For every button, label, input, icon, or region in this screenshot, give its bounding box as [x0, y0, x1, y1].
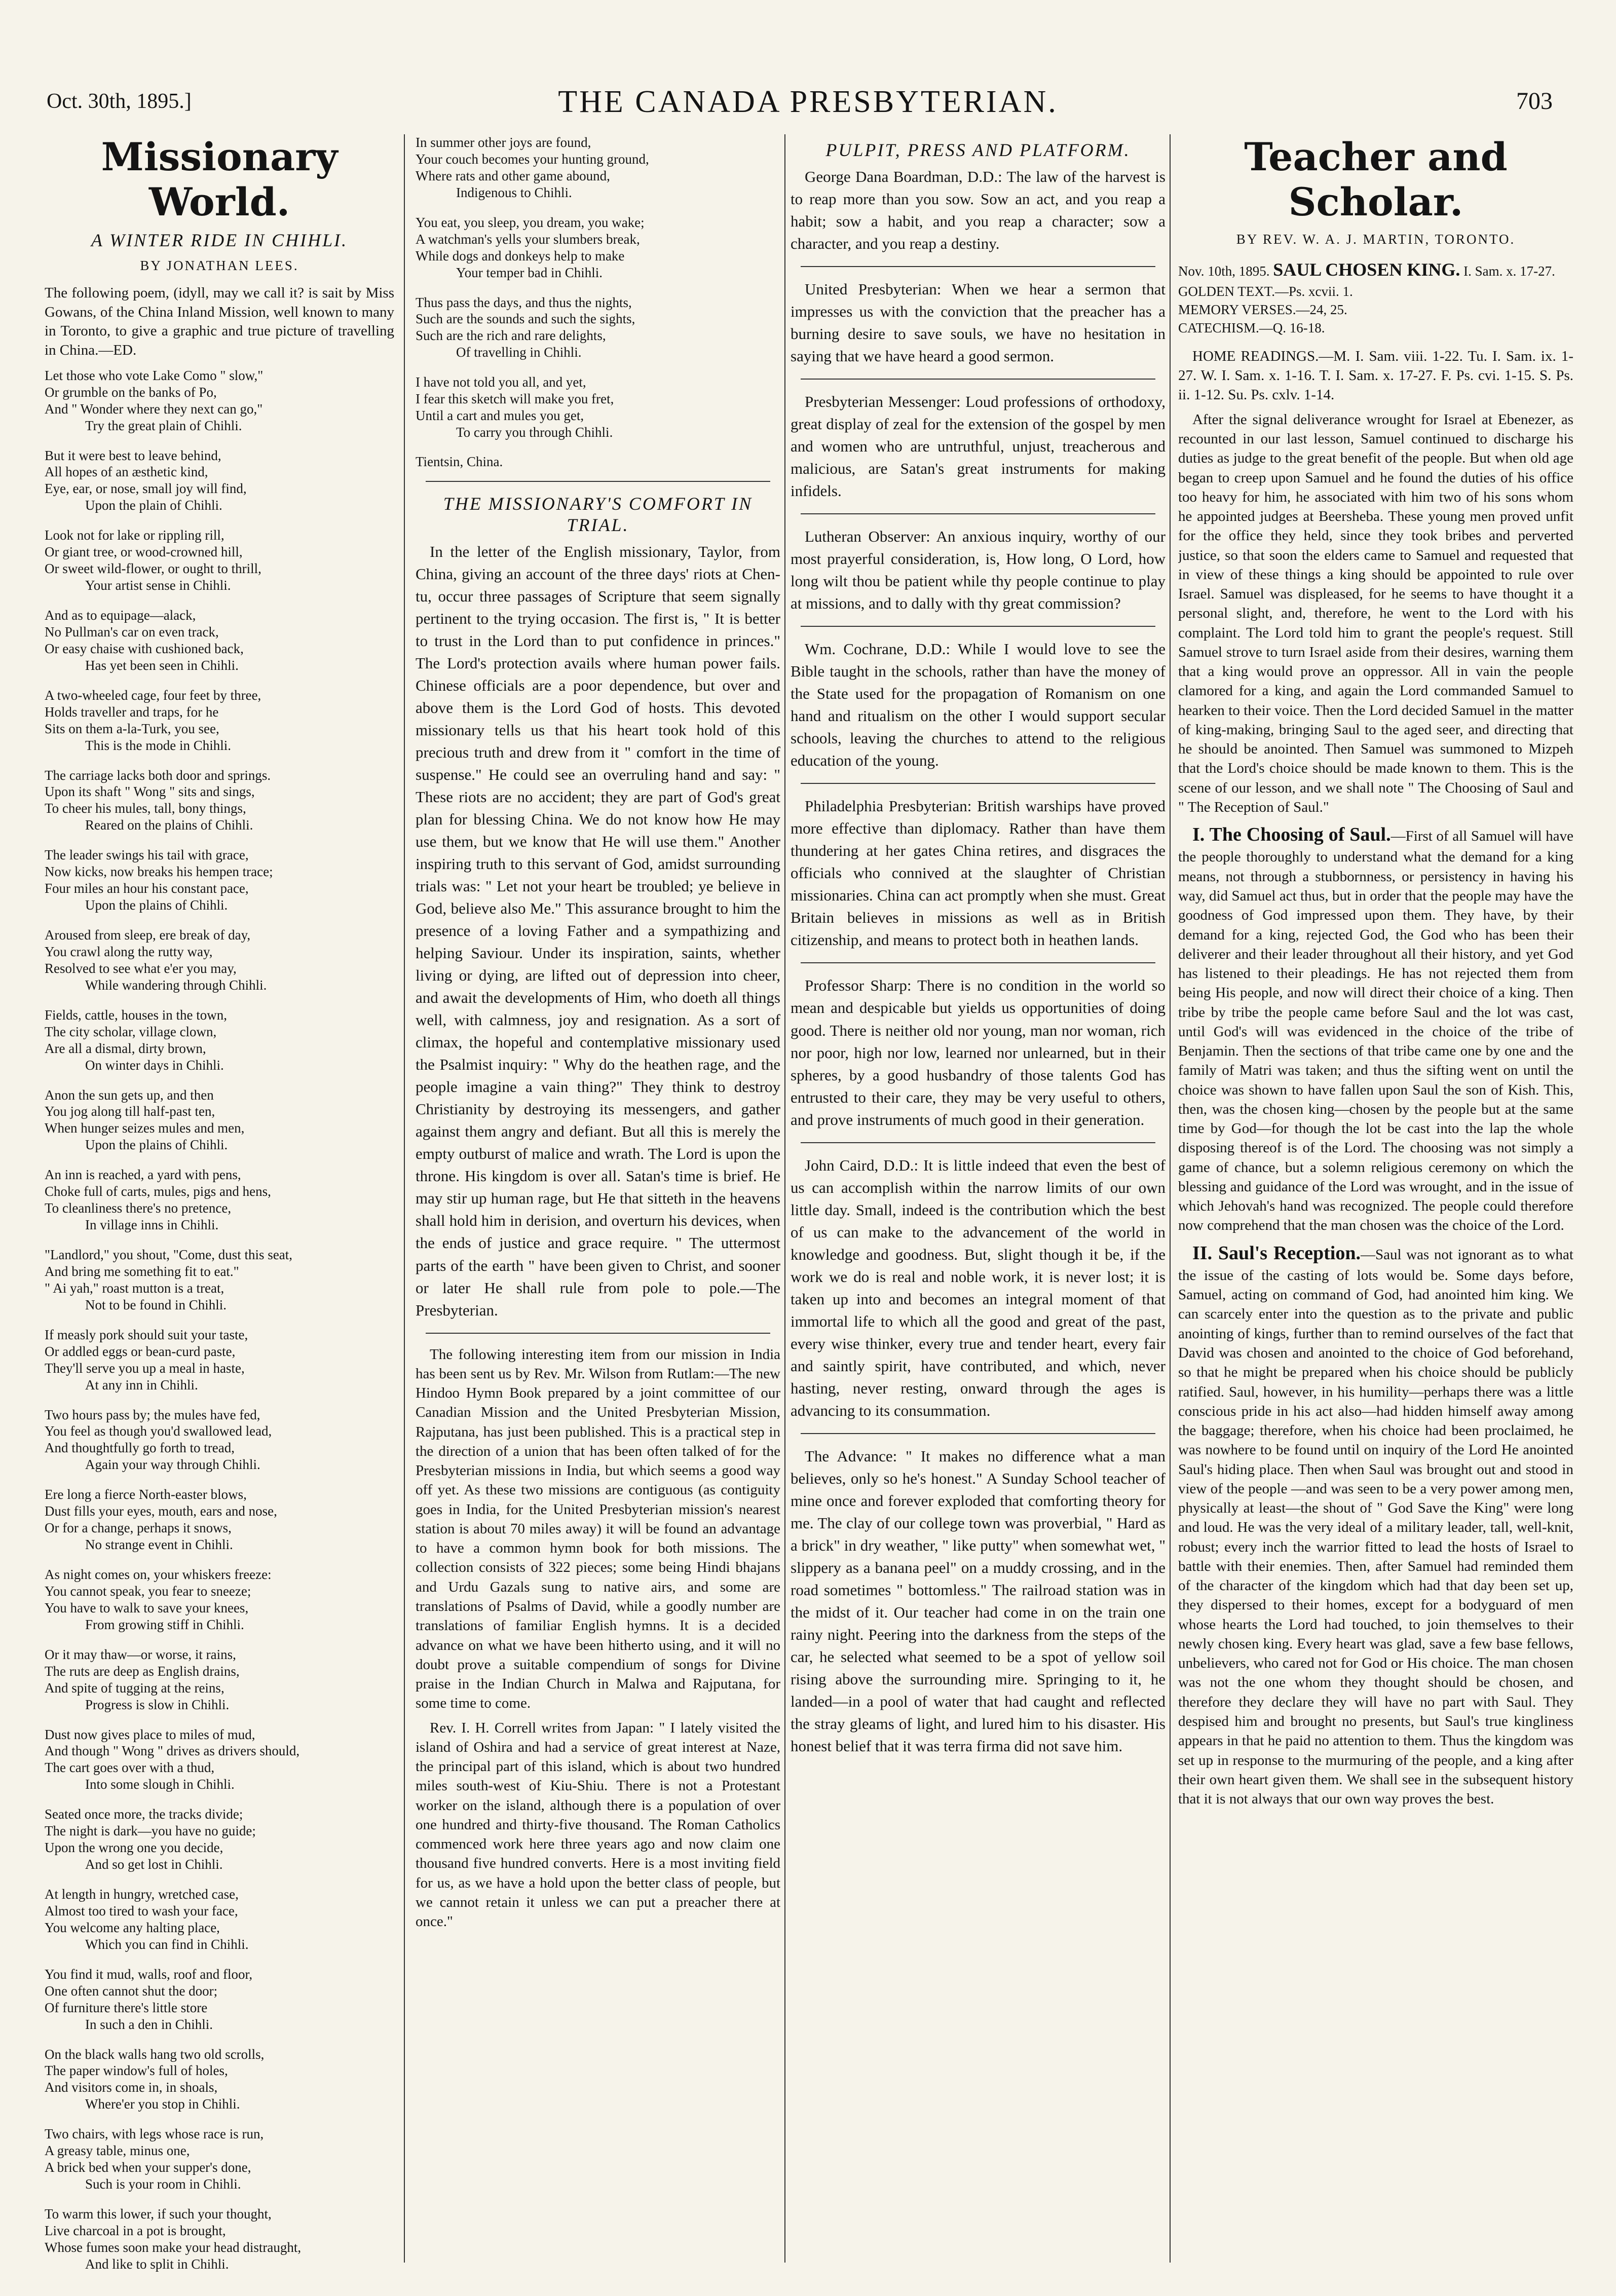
verse-line: Upon the plains of Chihli. — [85, 897, 228, 913]
verse-line: Not to be found in Chihli. — [85, 1297, 227, 1312]
section-masthead-missionary: Missionary World. — [101, 134, 338, 224]
verse-line: To carry you through Chihli. — [456, 425, 613, 440]
verse-line: Upon the plains of Chihli. — [85, 1137, 228, 1153]
stanza — [45, 367, 394, 434]
section-body: —Saul was not ignorant as to what the issue of the casting of lots would be. Some days before, Samuel, acting on command of God, had anointed him king. We can scarcely enter into the question as to the private and public anointing of kings, further than to remind ourselves of the fact that David was chosen and anointed to the choice of God beforehand, so that he might be prepared when his choice should be publicly ratified. Saul, however, in his humility—perhaps there was a little conscious pride in his act also—had hidden himself away among the baggage; therefore, when his choice had been proclaimed, he was nowhere to be found until on inquiry of the Lord He anointed Saul's hiding place. Then when Saul was brought out and stood in view of the people —and was seen to be a very power among men, physically at least—the shout of " God Save the King" were long and loud. He was the very ideal of a military leader, tall, well-knit, robust; every inch the warrior fitted to lead the hosts of Israel to battle with their enemies. Then, after Samuel had reminded them of the character of the kingdom which had that day been set up, they dispersed to their homes, except for a bodyguard of men whose hearts the Lord had touched, to join themselves to their newly chosen king. Every heart was glad, save a few base fellows, unbelievers, who cared not for God or His choice. The man chosen was not the one whom they thought should be chosen, and therefore they declare they will have no part with Saul. They despised him and brought no presents, but Saul's true kingliness appears in that he paid no attention to them. Thus the kingdom was set up in response to the murmuring of the people, and a king after their own heart given them. We shall see in the subsequent history that it is not always that our own way proves the best. — [1178, 1246, 1573, 1808]
verse-line: Now kicks, now breaks his hempen trace; — [45, 864, 273, 880]
byline: BY REV. W. A. J. MARTIN, TORONTO. — [1236, 232, 1516, 247]
quote-item: Wm. Cochrane, D.D.: While I would love to see the Bible taught in the schools, rather than have the money of the State used for the propagation of Romanism on one hand and ritualism on the other I would support secular schools, leaving the churches to attend to the religious education of the young. — [791, 640, 1166, 770]
stanza — [45, 607, 394, 674]
verse-line: And like to split in Chihli. — [85, 2256, 229, 2272]
column-missionary-world — [45, 134, 394, 2283]
lesson-header — [1178, 257, 1573, 337]
verse-line: The city scholar, village clown, — [45, 1024, 217, 1039]
verse-line: While wandering through Chihli. — [85, 977, 267, 993]
issue-date: Oct. 30th, 1895.] — [47, 90, 192, 113]
verse-line: Ere long a fierce North-easter blows, — [45, 1487, 247, 1502]
byline: BY JONATHAN LEES. — [140, 258, 299, 273]
section-masthead-teacher: Teacher and Scholar. — [1244, 134, 1508, 224]
quote-item: The Advance: " It makes no difference what a man believes, only so he's honest." A Sunday School teacher of mine once and forever exploded that comforting theory for me. The clay of our college town was proverbial, " Hard as a brick" in dry weather, " like putty" when somewhat wet, " slippery as a banana peel" on a muddy crossing, and in the road sometimes " bottomless." The railroad station was in the midst of it. Our teacher had come in on the train one rainy night. Peering into the darkness from the steps of the car, he selected what seemed to be a spot of yellow soil rising above the surrounding mire. Springing to it, he landed—in a pool of water that had caught and reflected the stray gleams of light, and lured him to his disaster. His honest belief that it was terra firma did not save him. — [791, 1447, 1166, 1755]
verse-line: And as to equipage—alack, — [45, 608, 196, 623]
memory-verses: MEMORY VERSES.—24, 25. — [1178, 302, 1347, 318]
article-title: A WINTER RIDE IN CHIHLI. — [91, 230, 348, 250]
verse-line: On the black walls hang two old scrolls, — [45, 2046, 265, 2062]
divider — [801, 962, 1155, 963]
verse-line: At length in hungry, wretched case, — [45, 1887, 239, 1902]
section-heading: I. The Choosing of Saul. — [1192, 824, 1391, 846]
quote-item: George Dana Boardman, D.D.: The law of the harvest is to reap more than you sow. Sow an act, and you reap a habit; sow a habit, and you reap a character; sow a character, and you reap a destiny. — [791, 168, 1166, 253]
column-rule — [404, 134, 405, 2263]
verse-line: You eat, you sleep, you dream, you wake; — [416, 214, 645, 230]
verse-line: No Pullman's car on even track, — [45, 624, 219, 639]
verse-line: In such a den in Chihli. — [85, 2016, 213, 2032]
verse-line: One often cannot shut the door; — [45, 1983, 218, 1999]
verse-line: The leader swings his tail with grace, — [45, 847, 249, 863]
verse-line: You have to walk to save your knees, — [45, 1600, 249, 1615]
verse-line: Your artist sense in Chihli. — [85, 578, 231, 593]
verse-line: Fields, cattle, houses in the town, — [45, 1007, 227, 1023]
column-pulpit — [791, 134, 1166, 2283]
verse-line: To cheer his mules, tall, bony things, — [45, 801, 246, 816]
verse-line: Or giant tree, or wood-crowned hill, — [45, 544, 243, 560]
verse-line: A two-wheeled cage, four feet by three, — [45, 687, 261, 703]
verse-line: Dust fills your eyes, mouth, ears and nose, — [45, 1503, 277, 1519]
verse-line: This is the mode in Chihli. — [85, 737, 231, 753]
verse-line: Try the great plain of Chihli. — [85, 418, 242, 433]
divider — [426, 481, 770, 482]
column-rule — [784, 134, 785, 2263]
quote-item: John Caird, D.D.: It is little indeed that even the best of us can accomplish within the narrow limits of our own little day. Small, indeed is the contribution which the best of us can make to the advancement of the world in knowledge and goodness. But, slight though it be, if the work we do is real and noble work, it is never lost; it is taken up into and becomes an integral moment of that immortal life to which all the good and great of the past, every wise thinker, every true and tender heart, every fair and saintly spirit, have contributed, and which, never hasting, never resting, onward through the ages is advancing to its consummation. — [791, 1156, 1166, 1419]
article-body: In the letter of the English missionary, Taylor, from China, giving an account of the three days' riots at Chen-tu, occur three passages of Scripture that seem signally pertinent to the trying occasion. The first is, " It is better to trust in the Lord than to put confidence in princes." The Lord's protection avails where human power fails. Chinese officials are a poor dependence, but over and above them is the Lord God of hosts. This devoted missionary tells us that his heart took hold of this precious truth and drew from it " comfort in the time of suspense." He could see an overruling hand and say: " These riots are no accident; they are part of God's great plan for blessing China. We do not know how He may use them, but we know that He will use them." Another inspiring truth to this servant of God, amidst surrounding trials was: " Let not your heart be troubled; ye believe in God, believe also Me." This assurance brought to him the presence of a loving Father and a sympathizing and helping Saviour. Under its inspiration, saints, whether living or dying, are lifted out of depression into cheer, and await the developments of Him, who doeth all things well, with calmness, joy and resignation. As a sort of climax, the hopeful and contemplative missionary used the Psalmist inquiry: " Why do the heathen rage, and the people imagine a vain thing?" They think to destroy Christianity by destroying its messengers, and gather against them angry and defiant. But all this is merely the empty outburst of malice and wrath. The Lord is upon the throne. His kingdom is over all. Satan's time is brief. He may stir up human rage, but He that sitteth in the heavens shall hold him in derision, and overturn his devices, when the ends of justice and grace require. " The uttermost parts of the earth " have been given to Christ, and sooner or later He shall rule from pole to pole.—The Presbyterian. — [416, 543, 780, 1319]
lesson-date: Nov. 10th, 1895. — [1178, 264, 1270, 279]
verse-line: Or it may thaw—or worse, it rains, — [45, 1646, 236, 1662]
lesson-title: SAUL CHOSEN KING. — [1273, 259, 1460, 280]
verse-line: Reared on the plains of Chihli. — [85, 817, 253, 833]
news-paragraph: The following interesting item from our mission in India has been sent us by Rev. Mr. Wilson from Rutlam:—The new Hindoo Hymn Book prepared by a joint committee of our Canadian Mission and the United Presbyterian Mission, Rajputana, has just been published. This is a practical step in the direction of a union that has been often talked of for the Presbyterian missions in India, but which seems a good way off yet. As these two missions are contiguous (as contiguity goes in India, for the United Presbyterian mission's nearest station is about 70 miles away) it will be found an advantage to have a common hymn book for both missions. The collection consists of 322 pieces; some being Hindi bhajans and Urdu Gazals sung to native airs, and some are translations of Psalms of David, while a goodly number are translations of familiar English hymns. It is a decided advance on what we have been hitherto using, and it will no doubt prove a suitable compendium of songs for Divine praise in the Indian Church in Malwa and Rajputana, for some time to come. — [416, 1346, 780, 1712]
divider — [801, 1433, 1155, 1434]
stanza — [45, 687, 394, 754]
verse-line: Or easy chaise with cushioned back, — [45, 641, 244, 656]
verse-line: Which you can find in Chihli. — [85, 1936, 249, 1952]
stanza — [45, 1407, 394, 1474]
verse-line: When hunger seizes mules and men, — [45, 1120, 245, 1136]
stanza — [45, 847, 394, 914]
verse-line: You welcome any halting place, — [45, 1919, 220, 1935]
verse-line: At any inn in Chihli. — [85, 1377, 198, 1392]
divider — [801, 266, 1155, 267]
verse-line: Your temper bad in Chihli. — [456, 265, 603, 280]
stanza — [45, 2206, 394, 2273]
stanza — [45, 2046, 394, 2113]
quote-item: Professor Sharp: There is no condition in the world so mean and despicable but yields us opportunities of doing good. There is neither old nor young, man nor woman, rich nor poor, high nor low, learned nor unlearned, but in their spheres, by a good husbandry of those talents God has entrusted to their care, they may be very useful to others, and prove instruments of much good in their generation. — [791, 976, 1166, 1128]
stanza — [45, 1166, 394, 1233]
verse-line: The night is dark—you have no guide; — [45, 1823, 256, 1839]
stanza — [416, 214, 780, 281]
verse-line: Or addled eggs or bean-curd paste, — [45, 1343, 236, 1359]
stanza — [45, 1327, 394, 1394]
lesson-ref: I. Sam. x. 17-27. — [1463, 264, 1555, 279]
divider — [426, 1333, 770, 1334]
verse-line: On winter days in Chihli. — [85, 1057, 224, 1073]
stanza — [45, 1646, 394, 1713]
verse-line: But it were best to leave behind, — [45, 447, 221, 463]
verse-line: In village inns in Chihli. — [85, 1217, 219, 1233]
verse-line: And thoughtfully go forth to tread, — [45, 1440, 235, 1456]
verse-line: You jog along till half-past ten, — [45, 1104, 215, 1119]
verse-line: The carriage lacks both door and springs. — [45, 767, 271, 783]
verse-line: Where'er you stop in Chihli. — [85, 2096, 240, 2112]
stanza — [45, 527, 394, 594]
verse-line: Eye, ear, or nose, small joy will find, — [45, 481, 247, 497]
stanza — [45, 447, 394, 514]
verse-line: Progress is slow in Chihli. — [85, 1697, 230, 1712]
newspaper-title: THE CANADA PRESBYTERIAN. — [558, 85, 1058, 119]
stanza — [45, 2126, 394, 2193]
verse-line: Your couch becomes your hunting ground, — [416, 151, 649, 167]
catechism: CATECHISM.—Q. 16-18. — [1178, 320, 1325, 336]
verse-line: You find it mud, walls, roof and floor, — [45, 1966, 253, 1982]
stanza — [45, 767, 394, 834]
verse-line: Or grumble on the banks of Po, — [45, 384, 217, 400]
home-readings: HOME READINGS.—M. I. Sam. viii. 1-22. Tu. I. Sam. ix. 1-27. W. I. Sam. x. 1-16. T. I. Sam. x. 17-27. F. Ps. cvi. 1-15. S. Ps. ii. 1-12. Su. Ps. cxlv. 1-14. — [1178, 348, 1573, 403]
verse-line: Upon the plain of Chihli. — [85, 498, 222, 513]
poem-continued — [416, 134, 780, 441]
verse-line: You crawl along the rutty way, — [45, 944, 213, 959]
stanza — [416, 374, 780, 441]
verse-line: Of furniture there's little store — [45, 2000, 208, 2015]
verse-line: Of travelling in Chihli. — [456, 345, 582, 360]
verse-line: A watchman's yells your slumbers break, — [416, 231, 640, 247]
quote-item: United Presbyterian: When we hear a sermon that impresses us with the conviction that the preacher has a burning desire to save souls, we have no hesitation in saying that we have heard a good sermon. — [791, 280, 1166, 365]
stanza — [45, 1806, 394, 1873]
verse-line: And spite of tugging at the reins, — [45, 1680, 224, 1696]
verse-line: And visitors come in, in shoals, — [45, 2080, 218, 2095]
verse-line: Indigenous to Chihli. — [456, 184, 572, 200]
verse-line: Such are the sounds and such the sights, — [416, 311, 635, 327]
verse-line: I fear this sketch will make you fret, — [416, 391, 614, 407]
verse-line: Such are the rich and rare delights, — [416, 328, 606, 344]
verse-line: To warm this lower, if such your thought, — [45, 2206, 272, 2222]
verse-line: Almost too tired to wash your face, — [45, 1903, 238, 1918]
verse-line: All hopes of an æsthetic kind, — [45, 464, 208, 480]
article-title: THE MISSIONARY'S COMFORT IN TRIAL. — [443, 494, 753, 535]
column-teacher-scholar — [1178, 134, 1573, 2283]
divider — [801, 783, 1155, 784]
verse-line: Dust now gives place to miles of mud, — [45, 1726, 255, 1742]
intro-note: The following poem, (idyll, may we call it? is sait by Miss Gowans, of the China Inland Mission, well known to many in Toronto, to give a graphic and true picture of travelling in China.—ED. — [45, 285, 394, 359]
stanza — [45, 1886, 394, 1953]
verse-line: Two chairs, with legs whose race is run, — [45, 2126, 264, 2142]
news-paragraph: Rev. I. H. Correll writes from Japan: " I lately visited the island of Oshira and had a service of great interest at Naze, the principal part of this island, which is about two hundred miles south-west of Kiu-Shiu. There is not a Protestant worker on the island, although there is a population of over one hundred and thirty-five thousand. The Roman Catholics commenced work here three years ago and now claim one thousand five hundred converts. Here is a most inviting field for us, as we have a hold upon the better class of people, but we cannot retain it unless we can put a preacher there at once." — [416, 1719, 780, 1930]
verse-line: Sits on them a-la-Turk, you see, — [45, 721, 219, 736]
verse-line: The cart goes over with a thud, — [45, 1760, 215, 1776]
stanza — [45, 1566, 394, 1633]
divider — [801, 379, 1155, 380]
column-rule — [1170, 134, 1171, 2263]
section-heading: II. Saul's Reception. — [1192, 1242, 1361, 1264]
verse-line: I have not told you all, and yet, — [416, 374, 586, 390]
verse-line: Upon its shaft " Wong " sits and sings, — [45, 784, 255, 800]
verse-line: An inn is reached, a yard with pens, — [45, 1167, 241, 1183]
verse-line: Holds traveller and traps, for he — [45, 704, 219, 720]
verse-line: Until a cart and mules you get, — [416, 408, 584, 424]
verse-line: Upon the wrong one you decide, — [45, 1840, 223, 1856]
verse-line: They'll serve you up a meal in haste, — [45, 1360, 245, 1376]
divider — [801, 1142, 1155, 1143]
stanza — [45, 1966, 394, 2033]
verse-line: You cannot speak, you fear to sneeze; — [45, 1583, 251, 1599]
verse-line: Where rats and other game abound, — [416, 168, 610, 183]
verse-line: Thus pass the days, and thus the nights, — [416, 294, 632, 310]
verse-line: Four miles an hour his constant pace, — [45, 881, 249, 896]
verse-line: If measly pork should suit your taste, — [45, 1327, 248, 1342]
section-title: PULPIT, PRESS AND PLATFORM. — [825, 140, 1131, 160]
verse-line: Has yet been seen in Chihli. — [85, 657, 239, 673]
verse-line: To cleanliness there's no pretence, — [45, 1200, 232, 1216]
divider — [801, 513, 1155, 514]
verse-line: Or for a change, perhaps it snows, — [45, 1520, 232, 1536]
verse-line: You feel as though you'd swallowed lead, — [45, 1423, 272, 1439]
verse-line: No strange event in Chihli. — [85, 1537, 233, 1553]
verse-line: As night comes on, your whiskers freeze: — [45, 1567, 272, 1582]
verse-line: " Ai yah," roast mutton is a treat, — [45, 1280, 224, 1296]
verse-line: Seated once more, the tracks divide; — [45, 1806, 243, 1822]
divider — [801, 626, 1155, 627]
stanza — [45, 1087, 394, 1154]
poem-place: Tientsin, China. — [416, 454, 503, 469]
verse-line: And though " Wong " drives as drivers should, — [45, 1743, 300, 1759]
verse-line: The paper window's full of holes, — [45, 2063, 228, 2079]
stanza — [416, 294, 780, 361]
verse-line: And bring me something fit to eat." — [45, 1263, 239, 1279]
verse-line: From growing stiff in Chihli. — [85, 1616, 244, 1632]
verse-line: Two hours pass by; the mules have fed, — [45, 1407, 260, 1422]
verse-line: "Landlord," you shout, "Come, dust this seat, — [45, 1247, 293, 1262]
page-number: 703 — [1516, 88, 1553, 115]
verse-line: Look not for lake or rippling rill, — [45, 528, 224, 543]
stanza — [45, 927, 394, 994]
stanza — [45, 1247, 394, 1313]
verse-line: The ruts are deep as English drains, — [45, 1663, 240, 1679]
verse-line: Anon the sun gets up, and then — [45, 1087, 214, 1103]
verse-line: And " Wonder where they next can go," — [45, 401, 263, 417]
section-body: —First of all Samuel will have the people thoroughly to understand what the demand for a king means, not through a stubbornness, or persistency in having his way, did Samuel act thus, but in order that the people may have the goodness of God impressed upon them. They have, by their demand for a king, rejected God, the God who has been their deliverer and their leader throughout all their history, and yet God has listened to their pleadings. He has not rejected them from being His people, and now will direct their choice of a king. Then tribe by tribe the people came before Saul and the lot was cast, until God's will was evidenced in the choice of the tribe of Benjamin. Then the sections of that tribe came one by one and the family of Matri was taken; and thus the sifting went on until the choice was shown to have fallen upon Saul the son of Kish. This, then, was the chosen king—chosen by the people but at the same time by God—for though the lot be cast into the lap the whole disposing thereof is of the Lord. The choosing was not simply a game of chance, but a solemn religious ceremony on which the blessing and guidance of the Lord was wrought, and in the issue of which Jehovah's hand was recognized. The people could therefore now comprehend that the man chosen was the choice of the Lord. — [1178, 828, 1573, 1234]
verse-line: Whose fumes soon make your head distraught, — [45, 2239, 302, 2255]
lesson-section — [1178, 822, 1573, 1235]
verse-line: Or sweet wild-flower, or ought to thrill, — [45, 561, 261, 577]
verse-line: And so get lost in Chihli. — [85, 1857, 223, 1872]
verse-line: Choke full of carts, mules, pigs and hens, — [45, 1184, 271, 1199]
quote-item: Philadelphia Presbyterian: British warships have proved more effective than diplomacy. Rather than have them thundering at her gates China retires, and disgraces the officials who connived at the slaughter of Christian missionaries. China can act promptly when she must. Great Britain believes in missions as well as in British citizenship, and means to protect both in heathen lands. — [791, 797, 1166, 949]
golden-text: GOLDEN TEXT.—Ps. xcvii. 1. — [1178, 283, 1353, 299]
verse-line: A brick bed when your supper's done, — [45, 2160, 251, 2175]
stanza — [45, 1486, 394, 1553]
stanza — [45, 1007, 394, 1074]
stanza — [416, 134, 780, 201]
column-two — [416, 134, 780, 2283]
lesson-section — [1178, 1240, 1573, 1809]
stanza — [45, 1726, 394, 1793]
poem — [45, 367, 394, 2273]
verse-line: While dogs and donkeys help to make — [416, 248, 625, 264]
verse-line: Into some slough in Chihli. — [85, 1777, 235, 1792]
quote-item: Presbyterian Messenger: Loud professions of orthodoxy, great display of zeal for the extension of the gospel by men and women who are untruthful, unjust, treacherous and malicious, are Satan's great instruments for making infidels. — [791, 393, 1166, 500]
verse-line: A greasy table, minus one, — [45, 2143, 190, 2159]
quote-item: Lutheran Observer: An anxious inquiry, worthy of our most prayerful consideration, is, How long, O Lord, how long wilt thou be patient while thy people continue to play at missions, and to dally with thy great commission? — [791, 528, 1166, 613]
verse-line: Resolved to see what e'er you may, — [45, 960, 237, 976]
verse-line: Aroused from sleep, ere break of day, — [45, 927, 251, 943]
verse-line: Again your way through Chihli. — [85, 1457, 260, 1473]
verse-line: In summer other joys are found, — [416, 135, 591, 150]
verse-line: Such is your room in Chihli. — [85, 2176, 241, 2192]
verse-line: Are all a dismal, dirty brown, — [45, 1040, 206, 1056]
verse-line: Live charcoal in a pot is brought, — [45, 2223, 226, 2238]
quote-list — [791, 166, 1166, 1757]
verse-line: Let those who vote Lake Como " slow," — [45, 367, 264, 383]
lesson-intro: After the signal deliverance wrought for Israel at Ebenezer, as recounted in our last lesson, Samuel continued to discharge his duties as judge to the great benefit of the people. But when old age began to creep upon Samuel and he found the duties of his office too heavy for him, he associated with him two of his sons whom he appointed judges at Beersheba. These young men proved unfit for the office they held, since they took bribes and perverted justice, so that soon the elders came to Samuel and requested that in view of these things a king should be appointed to rule over Israel. Samuel was displeased, for he seems to have thought it a personal slight, and, therefore, he went to the Lord with his complaint. The Lord told him to grant the people's request. Still Samuel strove to turn Israel aside from their desires, warning them that a king would prove an oppressor. All in vain the people clamored for a king, and again the Lord commanded Samuel to hearken to their voice. Then the Lord decided Samuel in the matter of king-making, bringing Saul to the aged seer, and directing that he should be anointed. Then Samuel was summoned to Mizpeh that the Lord's choice should be made known to them. This is the scene of our lesson, and we shall note " The Choosing of Saul and " The Reception of Saul." — [1178, 411, 1573, 816]
